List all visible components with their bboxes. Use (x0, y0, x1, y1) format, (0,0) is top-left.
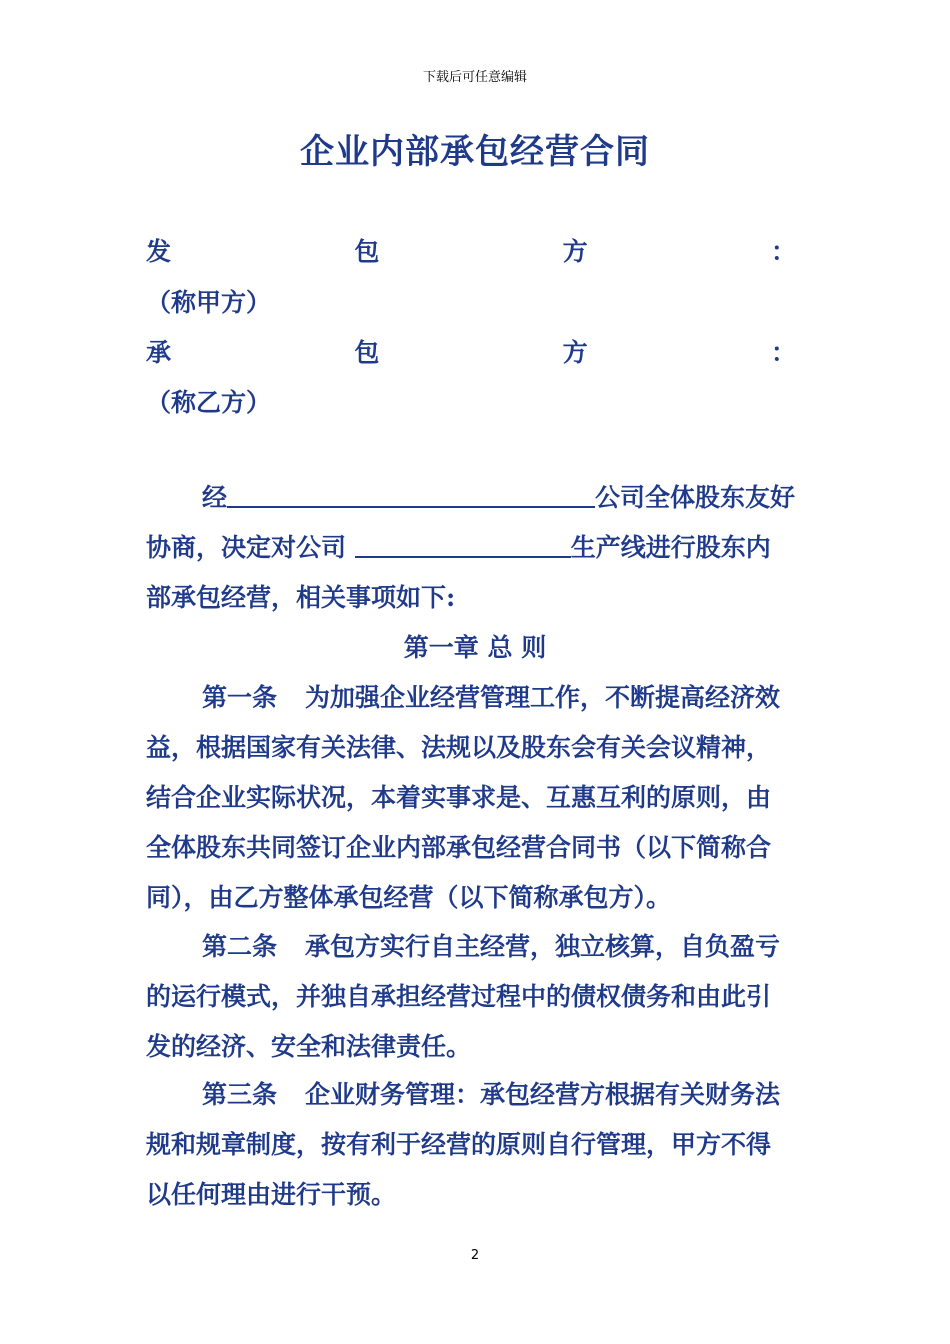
intro-paragraph (146, 473, 806, 623)
article-3-line-1 (146, 1070, 806, 1120)
intro-line-2-start: 协商，决定对公司 (146, 533, 347, 562)
intro-line-3: 部承包经营，相关事项如下: (146, 583, 456, 612)
header-note: 下载后可任意编辑 (422, 70, 527, 85)
article-1-line-4: 全体股东共同签订企业内部承包经营合同书（以下简称合 (146, 833, 772, 862)
chapter-title: 第一章 总 则 (403, 633, 547, 662)
article-1-line-5: 同），由乙方整体承包经营（以下简称承包方）。 (146, 883, 672, 912)
intro-line-2 (146, 523, 806, 573)
party-a-char-3: 方 (562, 237, 588, 266)
party-b-char-3: 方 (562, 338, 588, 367)
party-b-char-2: 包 (354, 338, 380, 367)
company-name-blank (227, 476, 595, 508)
document-title: 企业内部承包经营合同 (300, 132, 650, 172)
party-a-row (146, 232, 796, 268)
intro-line-1-end: 公司全体股东友好 (595, 483, 796, 512)
page-number: 2 (470, 1248, 480, 1263)
article-1-line-3: 结合企业实际状况，本着实事求是、互惠互利的原则，由 (146, 783, 772, 812)
article-2 (146, 922, 806, 1072)
party-a-colon: ： (770, 237, 796, 266)
party-a-sub: （称甲方） (146, 288, 272, 317)
article-1-line-2: 益，根据国家有关法律、法规以及股东会有关会议精神， (146, 733, 772, 762)
party-a-char-2: 包 (354, 237, 380, 266)
party-a-char-1: 发 (146, 237, 172, 266)
production-line-blank (355, 526, 571, 558)
article-3 (146, 1070, 806, 1220)
article-2-text-1: 承包方实行自主经营，独立核算，自负盈亏 (305, 932, 781, 961)
article-1-label: 第一条 (202, 683, 278, 712)
article-1-text-1: 为加强企业经营管理工作，不断提高经济效 (305, 683, 781, 712)
article-2-line-3: 发的经济、安全和法律责任。 (146, 1032, 472, 1061)
intro-line-2-end: 生产线进行股东内 (570, 533, 771, 562)
article-3-label: 第三条 (202, 1080, 278, 1109)
article-3-text-1: 企业财务管理：承包经营方根据有关财务法 (305, 1080, 781, 1109)
article-2-label: 第二条 (202, 932, 278, 961)
article-3-line-2: 规和规章制度，按有利于经营的原则自行管理，甲方不得 (146, 1130, 772, 1159)
intro-line-1 (146, 473, 806, 523)
article-3-line-3: 以任何理由进行干预。 (146, 1180, 397, 1209)
article-1-line-1 (146, 673, 806, 723)
party-b-row (146, 333, 796, 369)
article-1 (146, 673, 806, 923)
article-2-line-1 (146, 922, 806, 972)
party-b-char-1: 承 (146, 338, 172, 367)
party-b-colon: ： (770, 338, 796, 367)
article-2-line-2: 的运行模式，并独自承担经营过程中的债权债务和由此引 (146, 982, 772, 1011)
intro-line-1-start: 经 (202, 483, 228, 512)
party-b-sub: （称乙方） (146, 388, 272, 417)
